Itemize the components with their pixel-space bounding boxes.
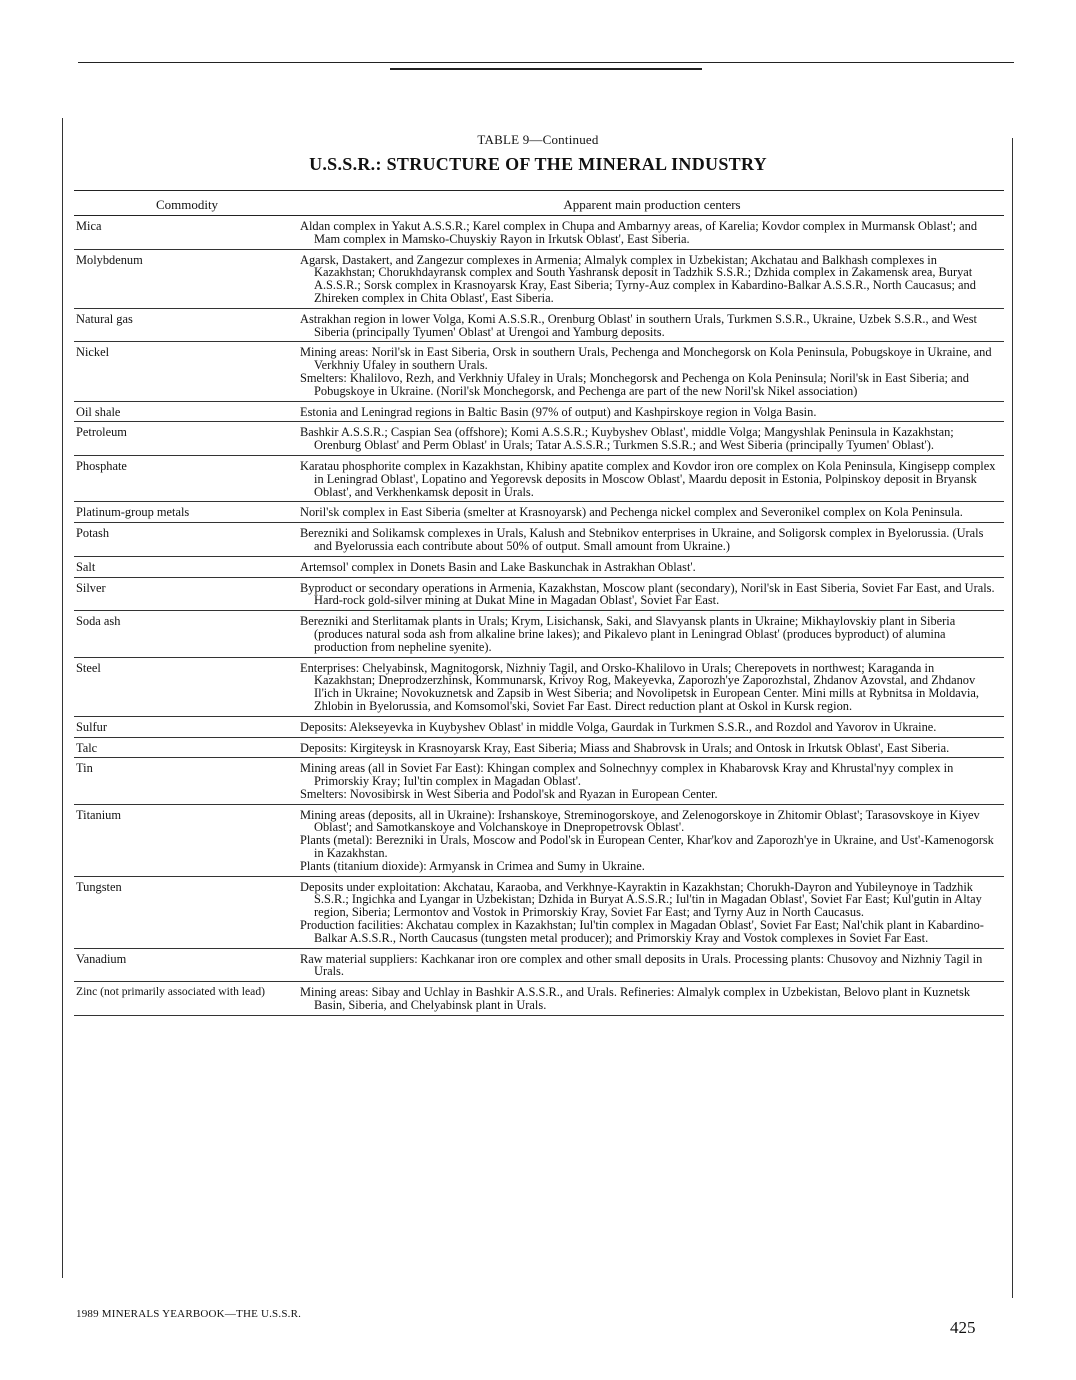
- production-centers-text: Smelters: Novosibirsk in West Siberia and Podol'sk and Ryazan in European Center.: [300, 786, 718, 801]
- table-row: [74, 557, 1004, 578]
- production-centers-cell: [300, 402, 1004, 422]
- production-centers-cell: [300, 717, 1004, 737]
- table-label: TABLE 9—Continued: [477, 132, 599, 147]
- commodity-cell: Silver: [76, 580, 106, 595]
- table-row: [74, 738, 1004, 759]
- production-centers-cell: [300, 342, 1004, 400]
- commodity-cell: Tin: [76, 761, 93, 776]
- commodity-cell: Sulfur: [76, 719, 107, 734]
- table-row: [74, 523, 1004, 557]
- production-centers-cell: [300, 758, 1004, 803]
- commodity-cell: Zinc (not primarily associated with lead): [76, 985, 265, 999]
- table-title: U.S.S.R.: STRUCTURE OF THE MINERAL INDUSTRY: [309, 154, 767, 174]
- commodity-cell: Phosphate: [76, 458, 127, 473]
- mineral-industry-table: [74, 190, 1004, 1016]
- production-centers-text: Aldan complex in Yakut A.S.S.R.; Karel complex in Chupa and Ambarnyy areas, of Karelia; Kovdor complex in Murmansk Oblast'; and Mam complex in Mamsko-Chuyskiy Rayon in Irkutsk Oblast', East Siberia.: [300, 219, 978, 246]
- production-centers-cell: [300, 611, 1004, 656]
- production-centers-text: Mining areas (all in Soviet Far East): Khingan complex and Solnechnyy complex in Khabarovsk Kray and Khrustal'nyy complex in Primorskiy Kray; Iul'tin complex in Magadan Oblast'.: [300, 761, 954, 789]
- production-centers-text: Agarsk, Dastakert, and Zangezur complexes in Armenia; Almalyk complex in Uzbekistan; Akchatau and Balkhash complexes in Kazakhstan; Chorukhdayransk complex and South Yashransk deposit in Tadzhik S.S.R.; Dzhida complex in Zakamensk area, Buryat A.S.S.R.; Sorsk complex in Krasnoyarsk Kray, East Siberia; Tyrny-Auz complex in Kabardino-Balkar A.S.S.R., North Caucasus; and Zhireken complex in Chita Oblast', East Siberia.: [300, 252, 976, 305]
- production-centers-cell: [300, 658, 1004, 716]
- production-centers-text: Bashkir A.S.S.R.; Caspian Sea (offshore); Komi A.S.S.R.; Kuybyshev Oblast', middle Volga; Mangyshlak Peninsula in Kazakhstan; Orenburg Oblast' and Perm Oblast' in Urals; Tatar A.S.S.R.; Turkmen S.S.R.; and West Siberia (principally Tyumen' Oblast').: [300, 425, 954, 453]
- table-row: [74, 805, 1004, 877]
- table-row: [74, 250, 1004, 309]
- table-row: [74, 402, 1004, 423]
- page-number: 425: [950, 1318, 976, 1337]
- commodity-cell: Molybdenum: [76, 252, 143, 267]
- production-centers-text: Byproduct or secondary operations in Armenia, Kazakhstan, Moscow plant (secondary), Noril'sk in East Siberia, Soviet Far East, and Urals. Hard-rock gold-silver mining at Dukat Mine in Magadan Oblast', Soviet Far East.: [300, 580, 995, 608]
- running-footer: 1989 MINERALS YEARBOOK—THE U.S.S.R.: [76, 1308, 302, 1320]
- production-centers-text: Mining areas (deposits, all in Ukraine): Irshanskoye, Streminogorskoye, and Zelenogorskoye in Zhitomir Oblast'; Tarasovskoye in Kiyev Oblast'; and Samotkanskoye and Volchanskoye in Dnepropetrovsk Oblast'.: [300, 807, 980, 835]
- table-row: [74, 502, 1004, 523]
- table-row: [74, 309, 1004, 343]
- production-centers-text: Raw material suppliers: Kachkanar iron ore complex and other small deposits in Urals. Processing plants: Chusovoy and Nizhniy Tagil in Urals.: [300, 951, 983, 979]
- commodity-cell: Salt: [76, 559, 96, 574]
- production-centers-text: Estonia and Leningrad regions in Baltic Basin (97% of output) and Kashpirskoye region in Volga Basin.: [300, 404, 817, 419]
- commodity-cell: Platinum-group metals: [76, 505, 190, 520]
- commodity-cell: Oil shale: [76, 404, 121, 419]
- production-centers-text: Deposits under exploitation: Akchatau, Karaoba, and Verkhnye-Kayraktin in Kazakhstan; Chorukh-Dayron and Yubileynoye in Tadzhik S.S.R.; Ingichka and Lyangar in Uzbekistan; Dzhida in Buryat A.S.S.R.; Iul'tin in Magadan Oblast', Soviet Far East; Kul'gutin in Altay region, Siberia; Lermontov and Vostok in Primorskiy Kray, Soviet Far East; and Tyrny Auz in North Caucasus.: [300, 879, 982, 920]
- commodity-cell: Soda ash: [76, 614, 121, 629]
- production-centers-text: Deposits: Alekseyevka in Kuybyshev Oblast' in middle Volga, Gaurdak in Turkmen S.S.R., and Rozdol and Yavorov in Ukraine.: [300, 719, 937, 734]
- production-centers-cell: [300, 250, 1004, 308]
- production-centers-cell: [300, 738, 1004, 758]
- production-centers-cell: [300, 422, 1004, 455]
- commodity-cell: Mica: [76, 219, 102, 233]
- commodity-cell: Vanadium: [76, 951, 127, 966]
- production-centers-cell: [300, 523, 1004, 556]
- table-row: [74, 877, 1004, 949]
- table-row: [74, 578, 1004, 612]
- production-centers-cell: [300, 982, 1004, 1015]
- production-centers-cell: [300, 502, 1004, 522]
- table-row: [74, 758, 1004, 804]
- commodity-cell: Tungsten: [76, 879, 122, 894]
- table-row: [74, 456, 1004, 502]
- production-centers-text: Karatau phosphorite complex in Kazakhstan, Khibiny apatite complex and Kovdor iron ore complex on Kola Peninsula, Kingisepp complex in Leningrad Oblast', Lopatino and Yegorevsk deposits in Moscow Oblast', Maardu deposit in Estonia, Polpinskoy deposit in Bryansk Oblast', and Verkhenkamsk deposit in Urals.: [300, 458, 996, 499]
- table-row: [74, 717, 1004, 738]
- header-commodity: Commodity: [155, 197, 219, 212]
- header-production-centers: Apparent main production centers: [563, 197, 741, 212]
- table-row: [74, 611, 1004, 657]
- commodity-cell: Petroleum: [76, 425, 127, 440]
- production-centers-text: Production facilities: Akchatau complex in Kazakhstan; Iul'tin complex in Magadan Oblast', Soviet Far East; Nal'chik plant in Kabardino-Balkar A.S.S.R., North Caucasus (tungsten metal producer); and Primorskiy Kray and Vostok complexes in Soviet Far East.: [300, 918, 984, 945]
- table-row: [74, 342, 1004, 401]
- production-centers-cell: [300, 309, 1004, 342]
- production-centers-text: Plants (metal): Berezniki in Urals, Moscow and Podol'sk in European Center, Khar'kov and Zaporozh'ye in Ukraine, and Ust'-Kamenogorsk in Kazakhstan.: [300, 833, 994, 861]
- commodity-cell: Potash: [76, 526, 110, 541]
- table-row: [74, 658, 1004, 717]
- production-centers-cell: [300, 578, 1004, 611]
- right-margin-line: [1012, 138, 1013, 1298]
- table-row: [74, 949, 1004, 983]
- production-centers-text: Mining areas: Noril'sk in East Siberia, Orsk in southern Urals, Pechenga and Monchegorsk on Kola Peninsula, Pobugskoye in Ukraine, and Verkhniy Ufaley in southern Urals.: [300, 345, 992, 373]
- production-centers-text: Artemsol' complex in Donets Basin and Lake Baskunchak in Astrakhan Oblast'.: [300, 559, 696, 574]
- table-row: [74, 422, 1004, 456]
- production-centers-cell: [300, 557, 1004, 577]
- top-rule-thick: [390, 68, 702, 70]
- production-centers-cell: [300, 805, 1004, 876]
- production-centers-cell: [300, 456, 1004, 501]
- commodity-cell: Titanium: [76, 807, 121, 822]
- table-body: [74, 216, 1004, 1016]
- production-centers-text: Smelters: Khalilovo, Rezh, and Verkhniy Ufaley in Urals; Monchegorsk and Pechenga on Kola Peninsula; Noril'sk in East Siberia; and Pobugskoye in Ukraine. (Noril'sk Monchegorsk, and Pechenga are part of the new Noril'sk Nikel association): [300, 370, 969, 398]
- production-centers-text: Mining areas: Sibay and Uchlay in Bashkir A.S.S.R., and Urals. Refineries: Almalyk complex in Uzbekistan, Belovo plant in Kuznetsk Basin, Siberia, and Chelyabinsk plant in Urals.: [300, 985, 971, 1013]
- commodity-cell: Nickel: [76, 345, 110, 360]
- production-centers-text: Enterprises: Chelyabinsk, Magnitogorsk, Nizhniy Tagil, and Orsko-Khalilovo in Urals; Cherepovets in northwest; Karaganda in Kazakhstan; Dneprodzerzhinsk, Kommunarsk, Krivoy Rog, Makeyevka, Zaporozh'ye Zaporozhstal, Zhdanov Azovstal, and Zhdanov Il'ich in Ukraine; Novokuznetsk and Zapsib in West Siberia; and Novolipetsk in European Center. Mini mills at Rybnitsa in Moldavia, Zhlobin in Byelorussia, and Komsomol'ski, Soviet Far East. Direct reduction plant at Oskol in Kursk region.: [300, 660, 980, 713]
- commodity-cell: Natural gas: [76, 311, 133, 326]
- production-centers-text: Plants (titanium dioxide): Armyansk in Crimea and Sumy in Ukraine.: [300, 858, 645, 873]
- production-centers-text: Berezniki and Solikamsk complexes in Urals, Kalush and Stebnikov enterprises in Ukraine, and Soligorsk complex in Byelorussia. (Urals and Byelorussia each contribute about 50% of output. Small amount from Ukraine.): [300, 526, 984, 553]
- production-centers-text: Noril'sk complex in East Siberia (smelter at Krasnoyarsk) and Pechenga nickel complex and Severonikel complex on Kola Peninsula.: [300, 505, 963, 520]
- commodity-cell: Talc: [76, 740, 98, 755]
- table-row: [74, 216, 1004, 250]
- production-centers-text: Deposits: Kirgiteysk in Krasnoyarsk Kray, East Siberia; Miass and Shabrovsk in Urals; and Ontosk in Irkutsk Oblast', East Siberia.: [300, 740, 950, 755]
- table-row: [74, 982, 1004, 1016]
- table-header: [74, 191, 1004, 216]
- production-centers-cell: [300, 216, 1004, 249]
- top-rule: [78, 62, 1014, 63]
- commodity-cell: Steel: [76, 660, 101, 675]
- production-centers-cell: [300, 877, 1004, 948]
- production-centers-text: Berezniki and Sterlitamak plants in Urals; Krym, Lisichansk, Saki, and Slavyansk plants in Ukraine; Mikhaylovskiy plant in Siberia (produces natural soda ash from alkaline brine lakes); and Pikalevo plant in Leningrad Oblast' (produces byproduct) of alumina production from nepheline syenite).: [300, 614, 956, 654]
- production-centers-text: Astrakhan region in lower Volga, Komi A.S.S.R., Orenburg Oblast' in southern Urals, Turkmen S.S.R., Ukraine, Uzbek S.S.R., and West Siberia (principally Tyumen' Oblast' at Urengoi and Yamburg deposits.: [300, 311, 977, 339]
- production-centers-cell: [300, 949, 1004, 982]
- left-margin-line: [62, 118, 63, 1278]
